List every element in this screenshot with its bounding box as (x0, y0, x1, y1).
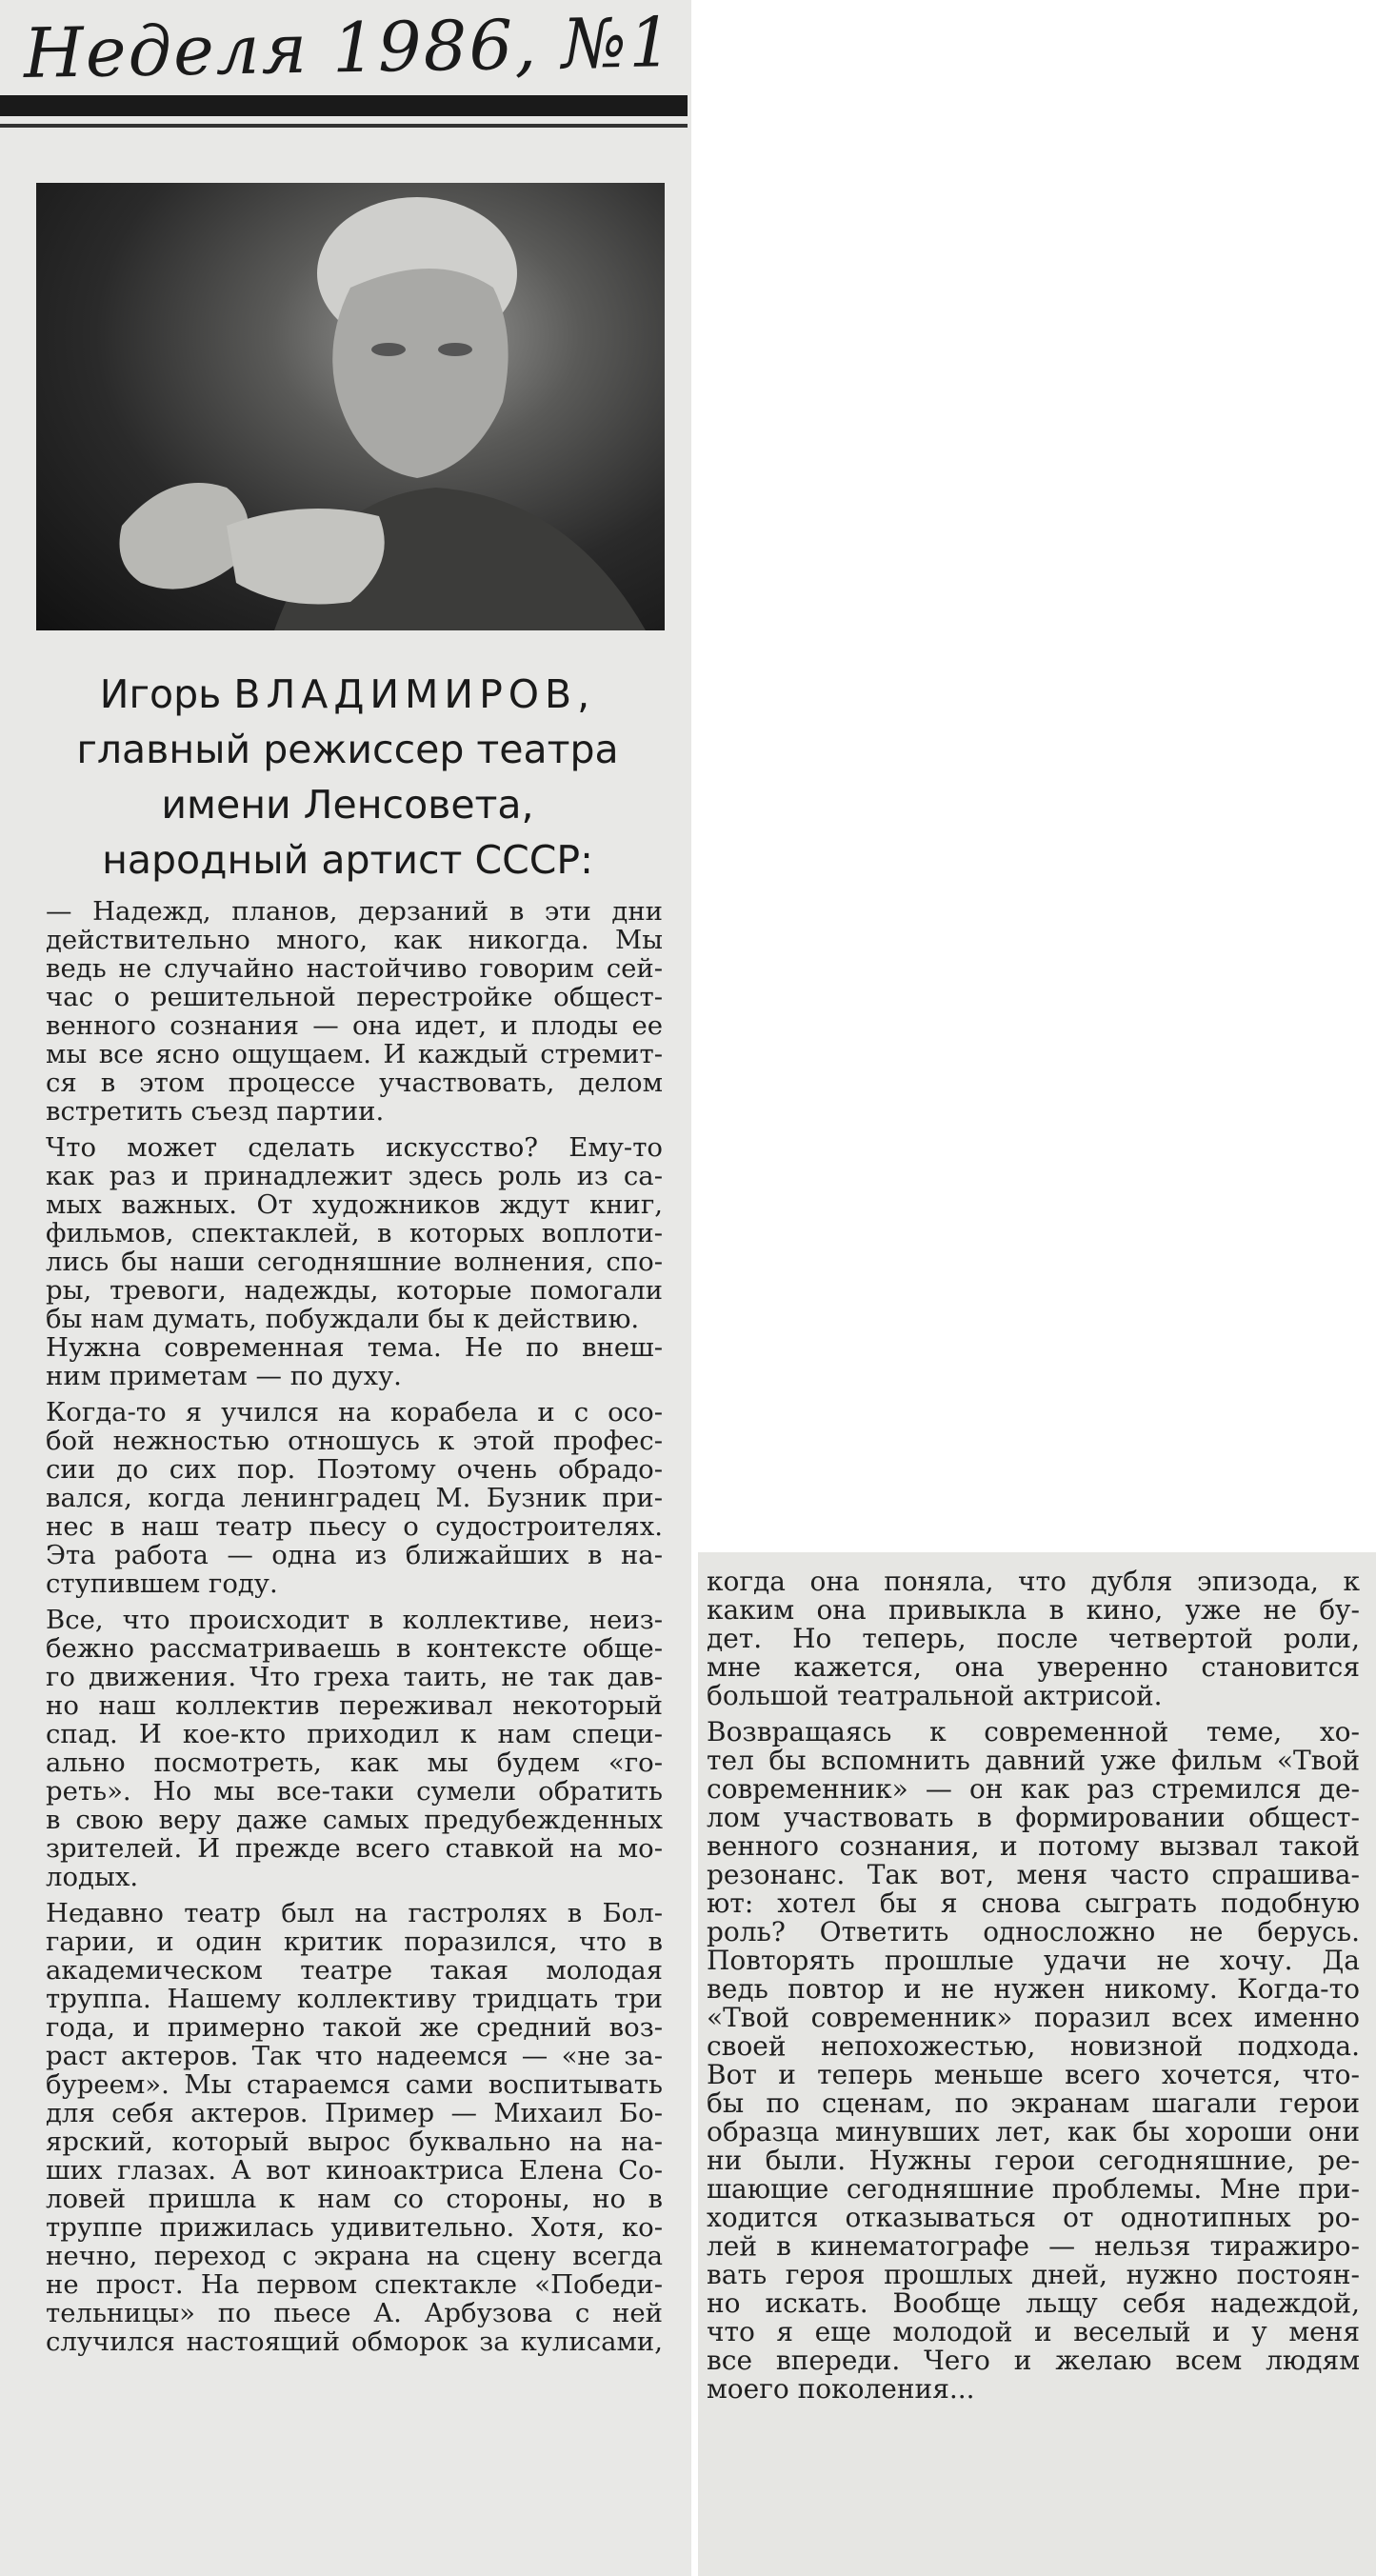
header-rule-thick (0, 95, 688, 116)
article-line: Повторять прошлые удачи не хочу. Да (707, 1947, 1360, 1975)
byline (43, 667, 652, 888)
article-line: ни были. Нужны герои сегодняшние, ре- (707, 2147, 1360, 2175)
article-line: раст актеров. Так что надеемся — «не за- (46, 2042, 663, 2070)
article-line: как раз и принадлежит здесь роль из са- (46, 1162, 663, 1190)
article-line: труппе прижилась удивительно. Хотя, ко- (46, 2213, 663, 2242)
article-line: своей непохожестью, новизной подхода. (707, 2032, 1360, 2061)
article-line: все впереди. Чего и желаю всем людям (707, 2346, 1360, 2375)
article-line: Недавно театр был на гастролях в Бол- (46, 1899, 663, 1927)
article-line: моего поколения... (707, 2375, 975, 2404)
article-line: академическом театре такая молодая (46, 1956, 663, 1985)
article-line: Вот и теперь меньше всего хочется, что- (707, 2061, 1360, 2089)
article-line: бы по сценам, по экранам шагали герои (707, 2089, 1360, 2118)
article-column-left (46, 897, 663, 2356)
article-line: Нужна современная тема. Не по внеш- (46, 1333, 663, 1362)
article-line: Когда-то я учился на корабела и с осо- (46, 1398, 663, 1427)
article-line: лись бы наши сегодняшние волнения, спо- (46, 1248, 663, 1276)
article-line: вать героя прошлых дней, нужно постоян- (707, 2261, 1360, 2289)
article-line: ярский, который вырос буквально на на- (46, 2127, 663, 2156)
article-line: «Твой современник» поразил всех именно (707, 2004, 1360, 2032)
portrait-eye-left (371, 343, 406, 356)
article-line: ют: хотел бы я снова сыграть подобную (707, 1889, 1360, 1918)
article-line: Все, что происходит в коллективе, неиз- (46, 1606, 663, 1634)
article-line: года, и примерно такой же средний воз- (46, 2013, 663, 2042)
portrait-eye-right (438, 343, 472, 356)
article-line: случился настоящий обморок за кулисами, (46, 2327, 663, 2356)
article-line: современник» — он как раз стремился де- (707, 1775, 1360, 1804)
article-line: дет. Но теперь, после четвертой роли, (707, 1625, 1360, 1653)
article-line: в свою веру даже самых предубежденных (46, 1806, 663, 1834)
article-line: большой театральной актрисой. (707, 1682, 1163, 1710)
article-line: вался, когда ленинградец М. Бузник при- (46, 1484, 663, 1512)
article-line: — Надежд, планов, дерзаний в эти дни (46, 897, 663, 926)
byline-first-name: Игорь (99, 671, 222, 717)
article-line: гарии, и один критик поразился, что в (46, 1927, 663, 1956)
article-line: ступившем году. (46, 1569, 278, 1598)
article-column-right (707, 1568, 1360, 2404)
article-line: но искать. Вообще льщу себя надеждой, (707, 2289, 1360, 2318)
article-line: лей в кинематографе — нельзя тиражиро- (707, 2232, 1360, 2261)
article-line: мы все ясно ощущаем. И каждый стремит- (46, 1040, 663, 1068)
article-line: встретить съезд партии. (46, 1097, 385, 1126)
article-line: ним приметам — по духу. (46, 1362, 402, 1390)
article-line: нес в наш театр пьесу о судостроителях. (46, 1512, 663, 1541)
portrait-face (332, 269, 508, 478)
byline-name-line (43, 667, 652, 722)
article-line: час о решительной перестройке общест- (46, 983, 663, 1011)
article-line: когда она поняла, что дубля эпизода, к (707, 1568, 1360, 1596)
article-line: тел бы вспомнить давний уже фильм «Твой (707, 1747, 1360, 1775)
article-line: бы нам думать, побуждали бы к действию. (46, 1305, 640, 1333)
article-line: нечно, переход с экрана на сцену всегда (46, 2242, 663, 2270)
article-line: но наш коллектив переживал некоторый (46, 1691, 663, 1720)
article-line: лом участвовать в формировании общест- (707, 1804, 1360, 1832)
article-line: ших глазах. А вот киноактриса Елена Со- (46, 2156, 663, 2185)
article-line: фильмов, спектаклей, в которых воплоти- (46, 1219, 663, 1248)
article-line: ся в этом процессе участвовать, делом (46, 1068, 663, 1097)
byline-title-line: главный режиссер театра (76, 727, 619, 772)
article-line: буреем». Мы стараемся сами воспитывать (46, 2070, 663, 2099)
article-line: ведь не случайно настойчиво говорим сей- (46, 954, 663, 983)
byline-last-name: ВЛАДИМИРОВ, (233, 671, 596, 717)
article-line: образца минувших лет, как бы хороши они (707, 2118, 1360, 2147)
article-line: сии до сих пор. Поэтому очень обрадо- (46, 1455, 663, 1484)
article-line: шающие сегодняшние проблемы. Мне при- (707, 2175, 1360, 2204)
article-line: ры, тревоги, надежды, которые помогали (46, 1276, 663, 1305)
article-line: Что может сделать искусство? Ему-то (46, 1133, 663, 1162)
article-line: резонанс. Так вот, меня часто спрашива- (707, 1861, 1360, 1889)
header-rule-thin (0, 124, 688, 128)
portrait-illustration (36, 183, 665, 630)
article-line: действительно много, как никогда. Мы (46, 926, 663, 954)
article-line: реть». Но мы все-таки сумели обратить (46, 1777, 663, 1806)
article-line: тельницы» по пьесе А. Арбузова с ней (46, 2299, 663, 2327)
article-line: для себя актеров. Пример — Михаил Бо- (46, 2099, 663, 2127)
article-line: каким она привыкла в кино, уже не бу- (707, 1596, 1360, 1625)
article-line: мне кажется, она уверенно становится (707, 1653, 1360, 1682)
article-line: ловей пришла к нам со стороны, но в (46, 2185, 663, 2213)
article-line: го движения. Что греха таить, не так дав- (46, 1663, 663, 1691)
article-line: что я еще молодой и веселый и у меня (707, 2318, 1360, 2346)
article-line: Возвращаясь к современной теме, хо- (707, 1718, 1360, 1747)
handwritten-source-note: Неделя 1986, №1 (23, 2, 675, 93)
article-line: Эта работа — одна из ближайших в на- (46, 1541, 663, 1569)
article-line: спад. И кое-кто приходил к нам специ- (46, 1720, 663, 1748)
portrait-papers (227, 509, 385, 605)
article-line: ведь повтор и не нужен никому. Когда-то (707, 1975, 1360, 2004)
article-line: зрителей. И прежде всего ставкой на мо- (46, 1834, 663, 1863)
article-line: лодых. (46, 1863, 139, 1891)
article-line: роль? Ответить односложно не берусь. (707, 1918, 1360, 1947)
article-line: ально посмотреть, как мы будем «го- (46, 1748, 663, 1777)
article-line: бой нежностью отношусь к этой профес- (46, 1427, 663, 1455)
article-line: бежно рассматриваешь в контексте обще- (46, 1634, 663, 1663)
article-line: труппа. Нашему коллективу тридцать три (46, 1985, 663, 2013)
article-line: мых важных. От художников ждут книг, (46, 1190, 663, 1219)
article-line: ходится отказываться от однотипных ро- (707, 2204, 1360, 2232)
byline-honor-line: народный артист СССР: (102, 837, 593, 883)
portrait-photo (36, 183, 665, 630)
byline-theatre-line: имени Ленсовета, (161, 782, 534, 828)
article-line: венного сознания, и потому вызвал такой (707, 1832, 1360, 1861)
article-line: венного сознания — она идет, и плоды ее (46, 1011, 663, 1040)
article-line: не прост. На первом спектакле «Победи- (46, 2270, 663, 2299)
